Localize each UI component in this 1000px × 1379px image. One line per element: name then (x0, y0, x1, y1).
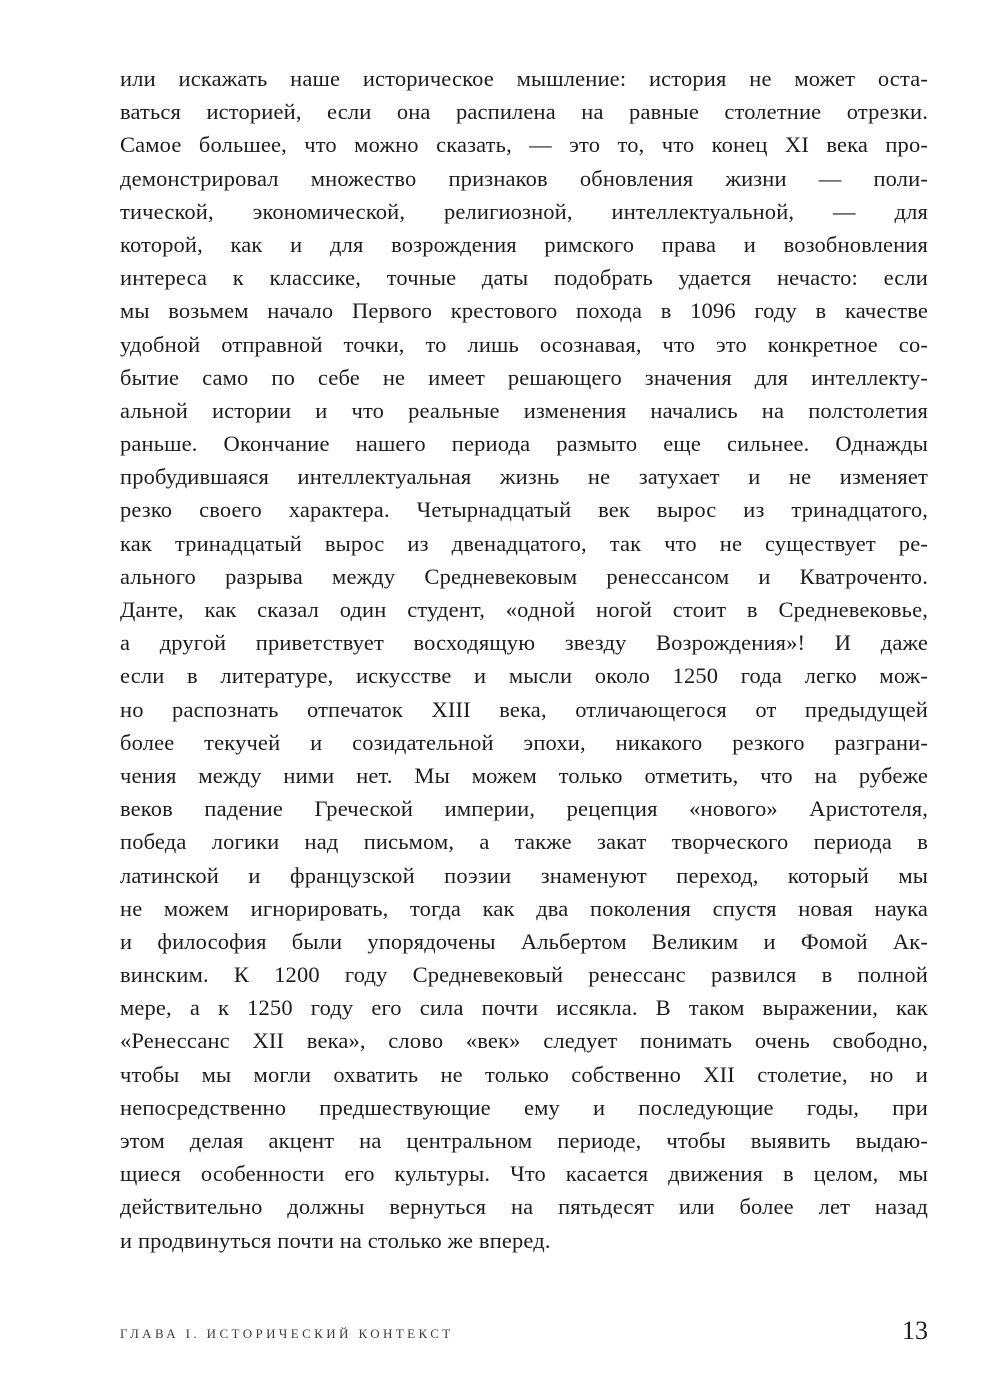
text-line: как тринадцатый вырос из двенадцатого, так что не существует ре- (120, 530, 928, 556)
body-text (120, 62, 928, 1257)
text-line: мы возьмем начало Первого крестового похода в 1096 году в качестве (120, 298, 928, 324)
text-line: победа логики над письмом, а также закат творческого периода в (120, 829, 928, 855)
text-line: если в литературе, искусстве и мысли около 1250 года легко мож- (120, 663, 928, 689)
text-line: чения между ними нет. Мы можем только отметить, что на рубеже (120, 762, 928, 788)
text-line: а другой приветствует восходящую звезду Возрождения»! И даже (120, 630, 928, 656)
text-line: ального разрыва между Средневековым ренессансом и Кватроченто. (120, 563, 928, 589)
page-footer (120, 1316, 928, 1352)
text-line: Данте, как сказал один студент, «одной ногой стоит в Средневековье, (120, 597, 928, 622)
text-line: и продвинуться почти на столько же вперед. (120, 1227, 551, 1253)
text-line: винским. К 1200 году Средневековый ренессанс развился в полной (120, 962, 928, 988)
text-line: раньше. Окончание нашего периода размыто еще сильнее. Однажды (120, 431, 928, 457)
text-line: бытие само по себе не имеет решающего значения для интеллекту- (120, 364, 928, 390)
text-line: веков падение Греческой империи, рецепция «нового» Аристотеля, (120, 796, 928, 822)
running-head: ГЛАВА I. ИСТОРИЧЕСКИЙ КОНТЕКСТ (120, 1326, 454, 1341)
text-line: тической, экономической, религиозной, интеллектуальной, — для (120, 198, 928, 224)
text-line: «Ренессанс XII века», слово «век» следует понимать очень свободно, (120, 1028, 928, 1054)
text-line: которой, как и для возрождения римского права и возобновления (120, 231, 928, 257)
text-line: и философия были упорядочены Альбертом Великим и Фомой Ак- (120, 928, 928, 954)
text-line: ваться историей, если она распилена на равные столетние отрезки. (120, 99, 928, 125)
text-line: чтобы мы могли охватить не только собственно XII столетие, но и (120, 1061, 928, 1087)
text-line: латинской и французской поэзии знаменуют переход, который мы (120, 862, 928, 888)
page-number: 13 (902, 1316, 928, 1345)
text-line: более текучей и созидательной эпохи, никакого резкого разграни- (120, 729, 928, 755)
text-line: действительно должны вернуться на пятьдесят или более лет назад (120, 1194, 928, 1220)
text-line: пробудившаяся интеллектуальная жизнь не затухает и не изменяет (120, 464, 928, 490)
text-line: этом делая акцент на центральном периоде, чтобы выявить выдаю- (120, 1128, 928, 1153)
text-line: резко своего характера. Четырнадцатый век вырос из тринадцатого, (120, 497, 928, 523)
text-line: щиеся особенности его культуры. Что касается движения в целом, мы (120, 1161, 928, 1187)
text-line: но распознать отпечаток XIII века, отличающегося от предыдущей (120, 696, 928, 722)
text-line: или искажать наше историческое мышление: история не может оста- (120, 66, 928, 91)
text-line: демонстрировал множество признаков обновления жизни — поли- (120, 165, 928, 191)
text-line: интереса к классике, точные даты подобрать удается нечасто: если (120, 265, 928, 291)
text-line: Самое большее, что можно сказать, — это то, что конец XI века про- (120, 132, 928, 158)
text-line: мере, а к 1250 году его сила почти иссякла. В таком выражении, как (120, 995, 928, 1021)
text-line: удобной отправной точки, то лишь осознавая, что это конкретное со- (120, 331, 928, 357)
text-line: альной истории и что реальные изменения начались на полстолетия (120, 397, 928, 423)
text-line: непосредственно предшествующие ему и последующие годы, при (120, 1094, 928, 1120)
text-line: не можем игнорировать, тогда как два поколения спустя новая наука (120, 895, 928, 921)
